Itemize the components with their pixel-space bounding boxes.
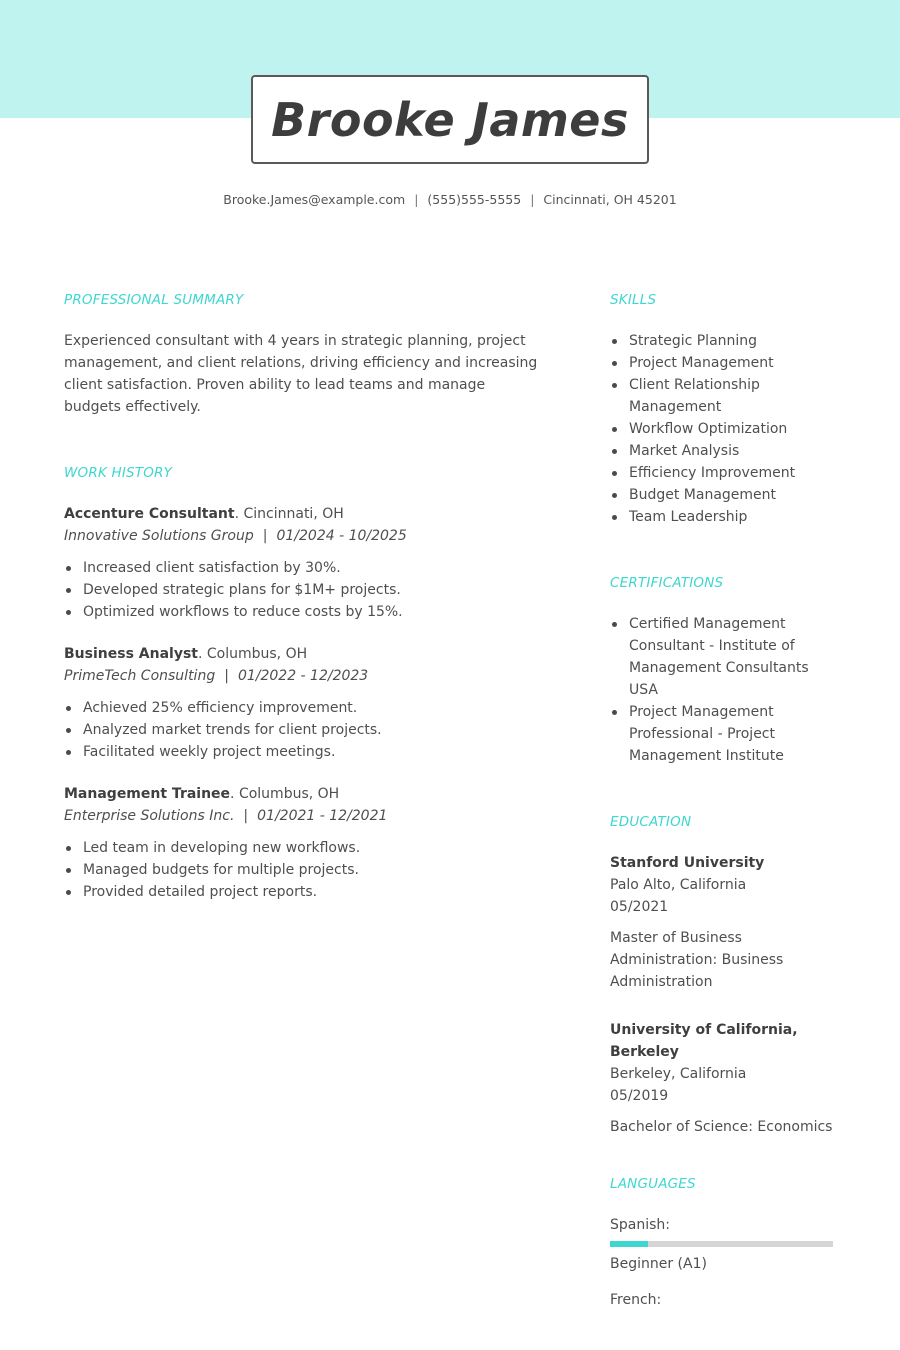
job-company: Enterprise Solutions Inc. (64, 808, 235, 824)
contact-line (0, 192, 900, 207)
job-separator: | (243, 808, 249, 824)
candidate-name: Brooke James (271, 92, 629, 147)
job-bullet: Developed strategic plans for $1M+ projects. (64, 579, 544, 601)
job-role: Accenture Consultant (64, 506, 235, 522)
left-column (64, 290, 544, 923)
degree: Master of Business Administration: Business Administration (610, 930, 784, 990)
languages-section (610, 1174, 850, 1311)
job-subheading (64, 525, 544, 547)
skill-item: Team Leadership (610, 506, 850, 528)
graduation-date: 05/2019 (610, 1088, 669, 1104)
skills-list (610, 330, 850, 528)
section-title-skills: SKILLS (610, 292, 657, 308)
graduation-date: 05/2021 (610, 899, 669, 915)
job-dates: 01/2022 - 12/2023 (237, 668, 369, 684)
job-subheading (64, 665, 544, 687)
language-name: Spanish: (610, 1217, 670, 1233)
job-entry (64, 643, 544, 763)
job-role: Business Analyst (64, 646, 198, 662)
job-bullet: Managed budgets for multiple projects. (64, 859, 544, 881)
job-bullet: Provided detailed project reports. (64, 881, 544, 903)
certifications-list (610, 613, 850, 767)
education-entry (610, 852, 850, 993)
skills-section (610, 290, 850, 528)
job-bullets (64, 557, 544, 623)
school-place: Palo Alto, California (610, 877, 747, 893)
certification-item: Certified Management Consultant - Institute of Management Consultants USA (610, 613, 829, 701)
job-bullets (64, 837, 544, 903)
job-bullet: Facilitated weekly project meetings. (64, 741, 544, 763)
skill-item: Project Management (610, 352, 850, 374)
section-title-languages: LANGUAGES (610, 1176, 696, 1192)
job-dates: 01/2021 - 12/2021 (257, 808, 388, 824)
summary-section (64, 290, 544, 418)
degree: Bachelor of Science: Economics (610, 1119, 833, 1135)
language-proficiency-fill (610, 1241, 648, 1247)
contact-phone: (555)555-5555 (427, 192, 522, 207)
job-bullet: Achieved 25% efficiency improvement. (64, 697, 544, 719)
job-entry (64, 783, 544, 903)
right-column (610, 290, 850, 1311)
job-location: . Columbus, OH (197, 646, 308, 662)
job-heading (64, 643, 544, 665)
skill-item: Budget Management (610, 484, 850, 506)
certifications-section (610, 573, 850, 767)
job-heading (64, 783, 544, 805)
job-bullet: Analyzed market trends for client projects. (64, 719, 544, 741)
section-title-education: EDUCATION (610, 814, 692, 830)
section-title-certifications: CERTIFICATIONS (610, 575, 724, 591)
language-name: French: (610, 1292, 662, 1308)
work-history-section (64, 463, 544, 903)
contact-separator: | (530, 192, 535, 207)
contact-email: Brooke.James@example.com (223, 192, 406, 207)
contact-location: Cincinnati, OH 45201 (543, 192, 677, 207)
education-entry (610, 1019, 850, 1138)
job-separator: | (262, 528, 268, 544)
job-entry (64, 503, 544, 623)
language-entry (610, 1289, 850, 1311)
job-location: . Cincinnati, OH (234, 506, 344, 522)
skill-item: Efficiency Improvement (610, 462, 850, 484)
section-title-summary: PROFESSIONAL SUMMARY (64, 292, 244, 308)
education-section (610, 812, 850, 1138)
job-location: . Columbus, OH (230, 786, 340, 802)
skill-item: Strategic Planning (610, 330, 850, 352)
language-entry (610, 1214, 850, 1275)
job-role: Management Trainee (64, 786, 231, 802)
job-separator: | (224, 668, 229, 684)
school-name: University of California, Berkeley (610, 1022, 798, 1060)
job-company: PrimeTech Consulting (64, 668, 216, 684)
job-subheading (64, 805, 544, 827)
language-proficiency-bar (610, 1241, 833, 1247)
job-dates: 01/2024 - 10/2025 (276, 528, 407, 544)
job-bullet: Optimized workflows to reduce costs by 15%. (64, 601, 544, 623)
contact-separator: | (414, 192, 419, 207)
skill-item: Workflow Optimization (610, 418, 850, 440)
language-level: Beginner (A1) (610, 1256, 707, 1272)
section-title-work: WORK HISTORY (64, 465, 173, 481)
job-bullet: Increased client satisfaction by 30%. (64, 557, 544, 579)
certification-item: Project Management Professional - Project Management Institute (610, 701, 794, 767)
job-bullets (64, 697, 544, 763)
skill-item: Market Analysis (610, 440, 850, 462)
school-place: Berkeley, California (610, 1066, 747, 1082)
job-bullet: Led team in developing new workflows. (64, 837, 544, 859)
job-heading (64, 503, 544, 525)
skill-item: Client Relationship Management (610, 374, 779, 418)
school-name: Stanford University (610, 855, 765, 871)
summary-text: Experienced consultant with 4 years in strategic planning, project management, and client relations, driving efficiency and increasing client satisfaction. Proven ability to lead teams and manage budgets effectively. (64, 333, 538, 415)
job-company: Innovative Solutions Group (64, 528, 254, 544)
name-box (251, 75, 649, 164)
